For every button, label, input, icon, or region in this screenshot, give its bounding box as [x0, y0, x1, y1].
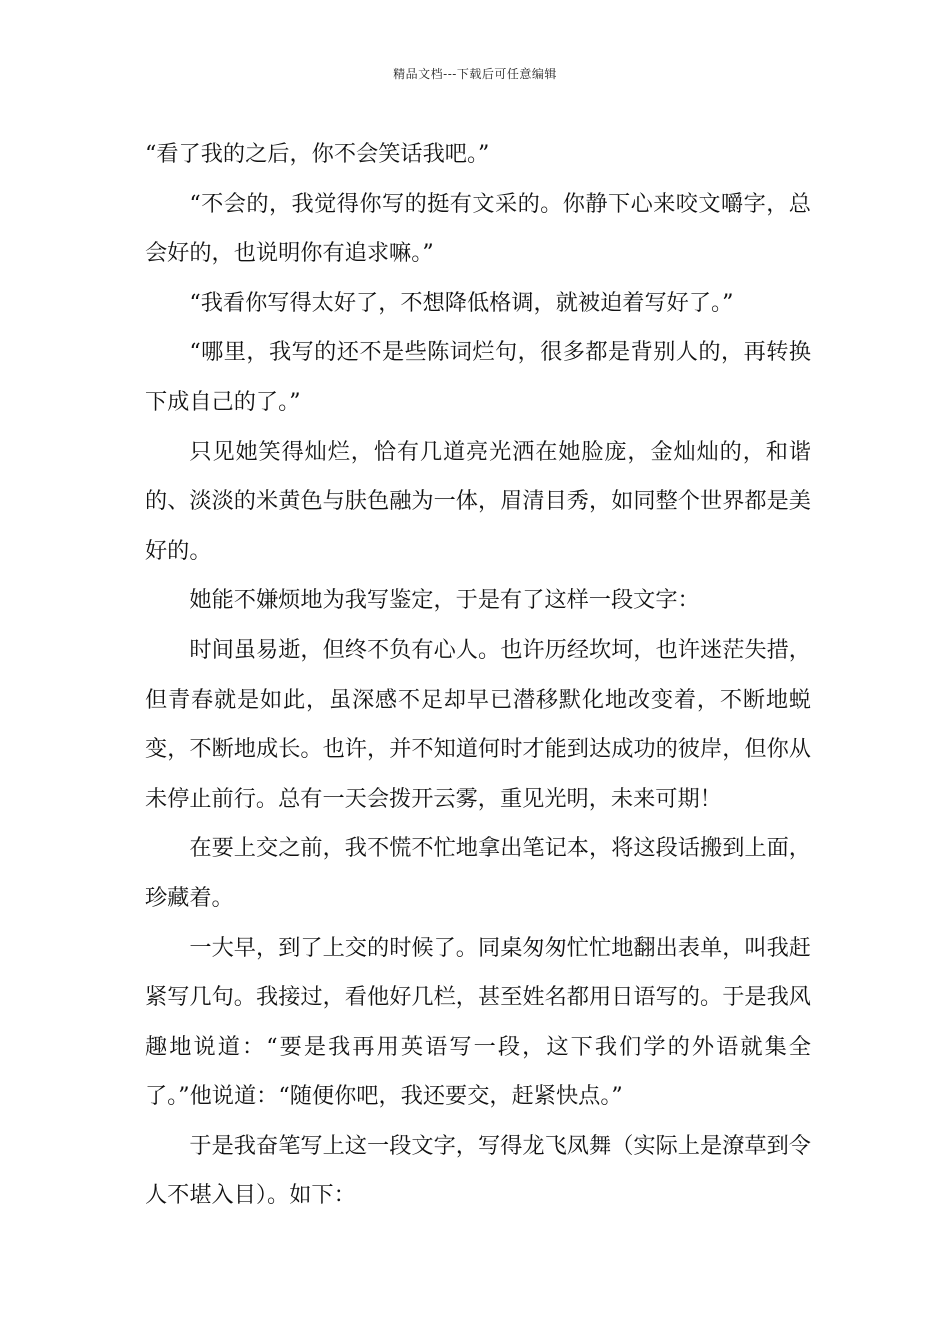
paragraph: 在要上交之前，我不慌不忙地拿出笔记本，将这段话搬到上面，珍藏着。 — [145, 835, 811, 911]
paragraph: 一大早，到了上交的时候了。同桌匆匆忙忙地翻出表单，叫我赶紧写几句。我接过，看他好几栏，甚至姓名都用日语写的。于是我风趣地说道：“要是我再用英语写一段，这下我们学的外语就集全了。”他说道：“随便你吧，我还要交，赶紧快点。” — [145, 934, 811, 1110]
paragraph: 她能不嫌烦地为我写鉴定，于是有了这样一段文字： — [189, 587, 700, 614]
paragraph: “不会的，我觉得你写的挺有文采的。你静下心来咬文嚼字，总会好的，也说明你有追求嘛。” — [145, 190, 811, 267]
paragraph: “哪里，我写的还不是些陈词烂句，很多都是背别人的，再转换下成自己的了。” — [145, 339, 811, 415]
paragraph: 只见她笑得灿烂，恰有几道亮光洒在她脸庞，金灿灿的，和谐的、淡淡的米黄色与肤色融为一体，眉清目秀，如同整个世界都是美好的。 — [145, 438, 811, 564]
paragraph: “看了我的之后，你不会笑话我吧。” — [145, 141, 490, 167]
paragraph: 时间虽易逝，但终不负有心人。也许历经坎坷，也许迷茫失措，但青春就是如此，虽深感不足却早已潜移默化地改变着，不断地蜕变，不断地成长。也许，并不知道何时才能到达成功的彼岸，但你从未停止前行。总有一天会拨开云雾，重见光明，未来可期！ — [145, 636, 811, 812]
page-header: 精品文档---下载后可任意编辑 — [393, 67, 557, 81]
paragraph: “我看你写得太好了，不想降低格调，就被迫着写好了。” — [189, 289, 734, 316]
paragraph: 于是我奋笔写上这一段文字，写得龙飞凤舞（实际上是潦草到令人不堪入目）。如下： — [145, 1132, 811, 1209]
document-body — [145, 130, 811, 1221]
